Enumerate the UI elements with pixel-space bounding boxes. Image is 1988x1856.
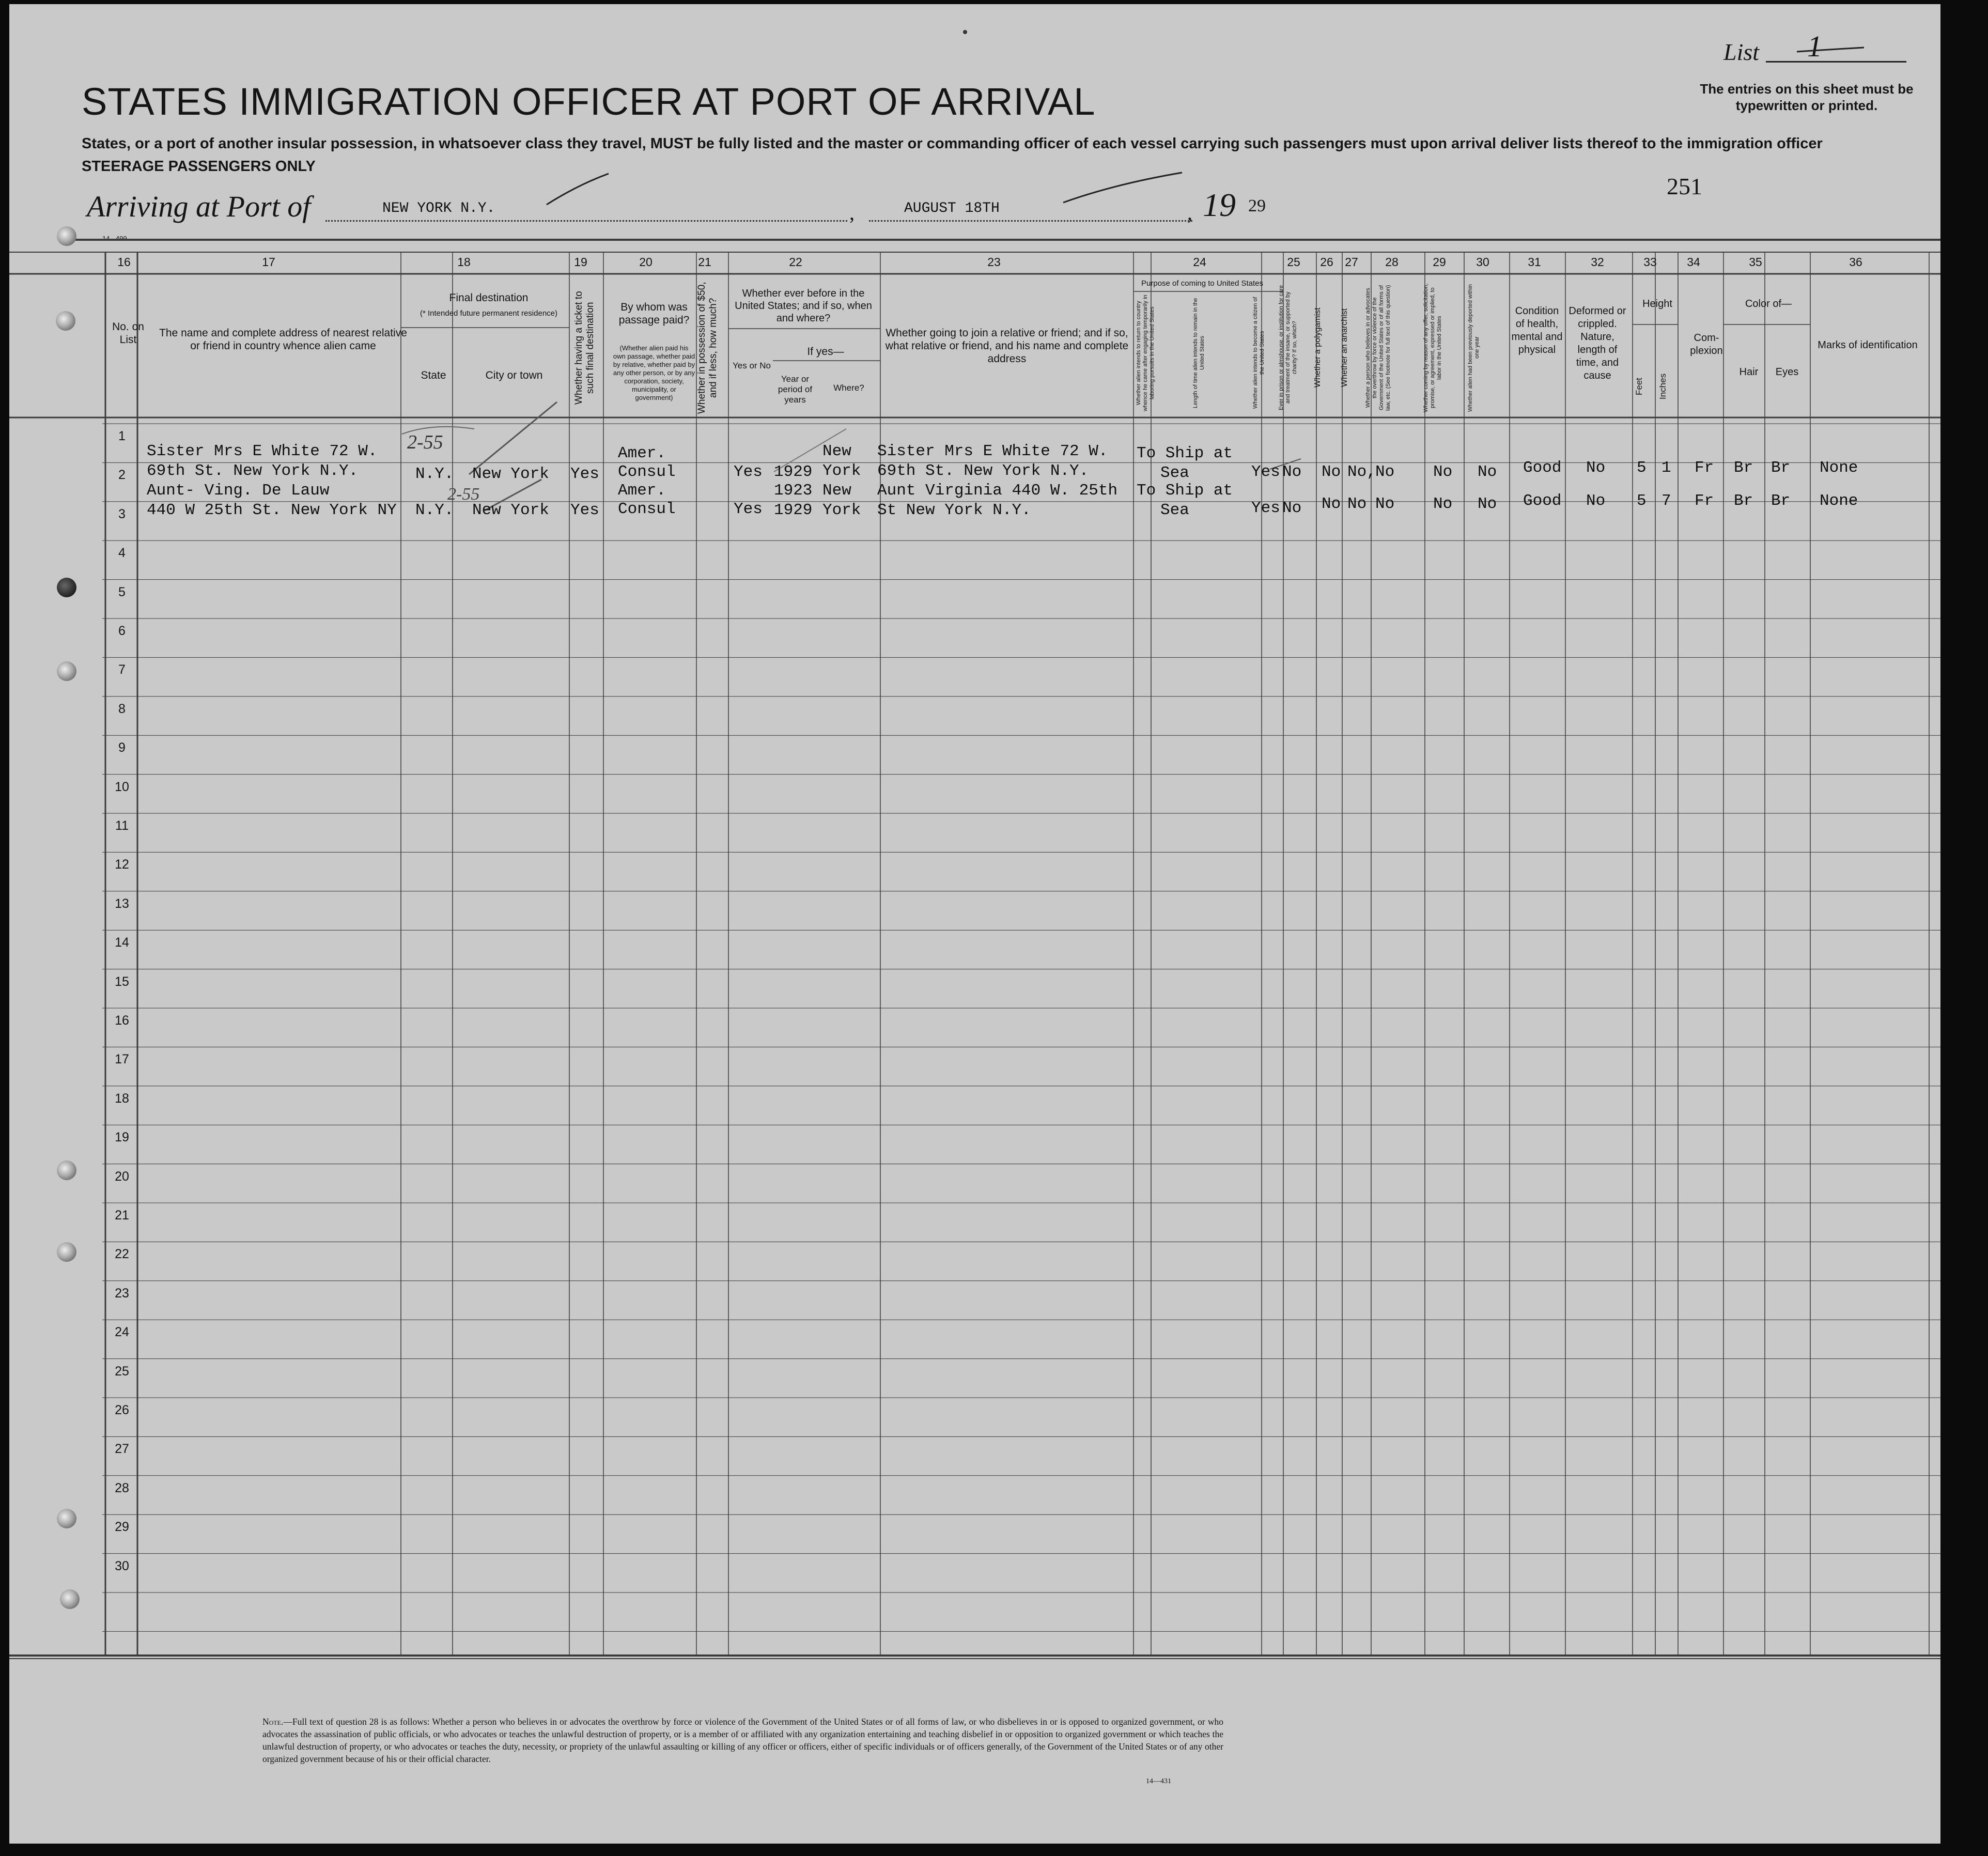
height-feet: 5 (1637, 459, 1647, 477)
row-number: 23 (115, 1286, 129, 1301)
column-number: 26 (1320, 255, 1333, 269)
column-number: 16 (117, 255, 131, 269)
state: N.Y. (415, 501, 454, 519)
row-number: 17 (115, 1052, 129, 1067)
relative-address-line2: 440 W 25th St. New York NY (147, 501, 397, 519)
header-health: Condition of health, mental and physical (1511, 305, 1563, 355)
polygamist: No (1322, 463, 1341, 481)
column-number: 34 (1687, 255, 1700, 269)
column-number: 21 (698, 255, 711, 269)
form-title: STATES IMMIGRATION OFFICER AT PORT OF ARRIVAL (82, 80, 1096, 123)
row-number: 4 (118, 546, 126, 561)
before-year: 1929 (774, 463, 813, 481)
header-passage-paid: By whom was passage paid? (618, 301, 690, 326)
row-number: 22 (115, 1247, 129, 1262)
marks: None (1820, 459, 1858, 477)
header-height: Height (1642, 298, 1672, 310)
row-number: 25 (115, 1364, 129, 1379)
column-number: 25 (1287, 255, 1300, 269)
punch-hole (57, 1161, 76, 1180)
manifest-sheet (9, 4, 1940, 1844)
punch-hole (56, 311, 75, 331)
form-code: 14 - 499 (102, 235, 127, 242)
purpose-line2: Sea (1160, 464, 1189, 482)
prison: No (1282, 499, 1302, 517)
row-number: 3 (118, 506, 126, 521)
row-number: 10 (115, 779, 129, 794)
column-number: 31 (1528, 255, 1541, 269)
row-number: 8 (118, 701, 126, 716)
form-grid (9, 4, 1940, 1844)
purpose-line1: To Ship at (1137, 444, 1233, 462)
header-year: Year or period of years (778, 374, 813, 405)
row-number: 27 (115, 1442, 129, 1457)
column-number: 35 (1749, 255, 1762, 269)
relative-address-line1: Sister Mrs E White 72 W. (147, 442, 378, 460)
labor-offer: No (1433, 495, 1453, 513)
labor-offer: No (1433, 463, 1453, 481)
header-labor-offer: Whether coming by reason of any offer, solicitation, promise, or agreement, expressed or implied, to labor in the United States (1423, 283, 1442, 412)
column-number: 17 (262, 255, 275, 269)
join-relative-line2: 69th St. New York N.Y. (877, 462, 1089, 480)
before-where-line1: New (822, 442, 851, 460)
polygamist: No (1322, 495, 1341, 513)
purpose-line1: To Ship at (1137, 482, 1233, 500)
hair: Br (1734, 492, 1753, 510)
column-number: 20 (639, 255, 653, 269)
header-purpose-length: Length of time alien intends to remain in the United States (1192, 298, 1205, 408)
complexion: Fr (1695, 459, 1714, 477)
header-complexion: Com-plexion (1690, 332, 1723, 357)
row-number: 15 (115, 974, 129, 989)
row-number: 14 (115, 935, 129, 950)
header-deformed: Deformed or crippled. Nature, length of time, and cause (1568, 305, 1626, 381)
complexion: Fr (1695, 492, 1714, 510)
header-passage-paid-note: (Whether alien paid his own passage, whether paid by relative, whether paid by any other person, or by any corporation, society, municipality, or government) (613, 344, 695, 401)
column-number: 19 (574, 255, 587, 269)
pencil-annotation: 2-55 (447, 485, 480, 504)
row-number: 21 (115, 1208, 129, 1223)
footnote (262, 1715, 1223, 1765)
header-fifty-dollars: Whether in possession of $50, and if less, how much? (696, 282, 719, 414)
pencil-annotation: 2-55 (407, 431, 443, 453)
form-number: 14—431 (1146, 1777, 1171, 1785)
state: N.Y. (415, 465, 454, 483)
column-number: 32 (1591, 255, 1604, 269)
header-hair: Hair (1739, 366, 1759, 378)
year-prefix: 19 (1203, 187, 1236, 223)
before-year-line1: 1923 (774, 482, 813, 500)
header-no-on-list: No. on List (112, 321, 144, 346)
header-join-relative: Whether going to join a relative or friend; and if so, what relative or friend, and his name and complete address (885, 327, 1129, 365)
ticket: Yes (570, 465, 599, 483)
header-ever-before: Whether ever before in the United States; and if so, when and where? (735, 288, 872, 324)
header-ticket: Whether having a ticket to such final destination (573, 291, 596, 405)
row-number: 24 (115, 1325, 129, 1340)
header-city: City or town (485, 369, 543, 381)
before-where-line1: New (822, 482, 851, 500)
health: Good (1523, 492, 1562, 510)
row-number: 16 (115, 1013, 129, 1028)
deported: No (1478, 463, 1497, 481)
date-value: AUGUST 18TH (904, 200, 1000, 216)
column-number: 29 (1433, 255, 1446, 269)
row-number: 12 (115, 857, 129, 872)
punch-hole (57, 1509, 76, 1528)
relative-address-line2: 69th St. New York N.Y. (147, 462, 359, 480)
hair: Br (1734, 459, 1753, 477)
column-number: 18 (457, 255, 471, 269)
comma: , (1187, 201, 1192, 224)
row-number: 30 (115, 1558, 129, 1573)
relative-address-line1: Aunt- Ving. De Lauw (147, 482, 330, 500)
punch-hole (57, 1242, 76, 1262)
list-label: List (1723, 39, 1760, 65)
punch-hole (57, 578, 76, 597)
deformed: No (1586, 492, 1606, 510)
anarchist: No, (1347, 463, 1376, 481)
column-number: 22 (789, 255, 802, 269)
column-number: 23 (987, 255, 1001, 269)
overthrow: No (1375, 495, 1395, 513)
eyes: Br (1771, 459, 1791, 477)
punch-hole (60, 1589, 80, 1609)
overthrow: No (1375, 463, 1395, 481)
purpose-line2: Sea (1160, 501, 1189, 519)
arriving-label: Arriving at Port of (87, 190, 311, 223)
citizen: Yes (1251, 499, 1280, 517)
header-yes-or-no: Yes or No (732, 361, 771, 370)
row-number: 11 (115, 818, 129, 833)
page-number: 251 (1667, 173, 1702, 199)
header-anarchist: Whether an anarchist (1340, 308, 1349, 388)
before-year-line2: 1929 (774, 501, 813, 519)
header-inches: Inches (1658, 373, 1668, 400)
header-eyes: Eyes (1775, 366, 1799, 378)
punch-hole (57, 661, 76, 681)
deformed: No (1586, 459, 1606, 477)
column-number: 30 (1476, 255, 1489, 269)
prison: No (1282, 463, 1302, 481)
column-number: 28 (1385, 255, 1399, 269)
column-number: 24 (1193, 255, 1206, 269)
steerage-label: STEERAGE PASSENGERS ONLY (82, 158, 316, 175)
header-if-yes: If yes— (807, 346, 844, 358)
port-value: NEW YORK N.Y. (382, 200, 495, 216)
before-where-line2: York (822, 462, 861, 480)
marks: None (1820, 492, 1858, 510)
footnote-text: —Full text of question 28 is as follows: Whether a person who believes in or advocates the overthrow by force or violence of the Government of the United States or of all forms of law, or who disbelieves in or is opposed to organized government, or who advocates the assassination of public officials, or who advocates or teaches the unlawful destruction of property, or is a member of or affiliated with any organization entertaining and teaching disbelief in or opposition to organized government or which teaches the unlawful destruction of property, or who advocates or teaches the duty, necessity, or propriety of the unlawful assaulting or killing of any officer or officers, either of specific individuals or of officers generally, of the Government of the United States or of any other organized government because of his or their official character. (262, 1716, 1223, 1764)
header-marks: Marks of identification (1818, 339, 1918, 351)
before-yes-no: Yes (734, 500, 763, 518)
height-inches: 7 (1661, 492, 1671, 510)
header-purpose-return: Whether alien intends to return to country whence he came after engaging temporarily in laboring pursuits in the United States (1136, 295, 1155, 411)
header-purpose: Purpose of coming to United States (1141, 279, 1263, 288)
anarchist: No (1347, 495, 1367, 513)
header-where: Where? (833, 383, 864, 393)
header-prison: Ever in prison or almshouse, or institution for care and treatment of the insane, or supported by charity? If so, which? (1278, 285, 1298, 411)
list-number: 1 (1807, 29, 1822, 63)
column-number: 27 (1345, 255, 1358, 269)
header-feet: Feet (1634, 377, 1644, 396)
before-yes-no: Yes (734, 463, 763, 481)
row-number: 26 (115, 1403, 129, 1417)
row-number: 9 (118, 740, 126, 755)
passage-paid-line2: Consul (618, 500, 676, 518)
footnote-lead: Note. (262, 1716, 284, 1727)
row-number: 1 (118, 429, 126, 443)
header-polygamist: Whether a polygamist (1313, 307, 1322, 388)
citizen: Yes (1251, 463, 1280, 481)
row-number: 18 (115, 1091, 129, 1106)
before-where-line2: York (822, 501, 861, 519)
header-relative-address: The name and complete address of nearest relative or friend in country whence alien came (159, 327, 407, 352)
deported: No (1478, 495, 1497, 513)
row-number: 6 (118, 624, 126, 638)
year-suffix: 29 (1248, 196, 1266, 215)
header-final-destination: Final destination (449, 292, 529, 304)
punch-hole (57, 226, 76, 246)
row-number: 2 (118, 468, 126, 483)
health: Good (1523, 459, 1562, 477)
join-relative-line2: St New York N.Y. (877, 501, 1031, 519)
passage-paid-line1: Amer. (618, 444, 666, 462)
city: New York (472, 501, 549, 519)
height-inches: 1 (1661, 459, 1671, 477)
passage-paid-line1: Amer. (618, 482, 666, 500)
row-number: 19 (115, 1130, 129, 1145)
column-number: 36 (1849, 255, 1862, 269)
header-color-of: Color of— (1745, 298, 1792, 310)
join-relative-line1: Sister Mrs E White 72 W. (877, 442, 1108, 460)
column-number: 33 (1643, 255, 1657, 269)
passage-paid-line2: Consul (618, 463, 676, 481)
comma: , (849, 201, 855, 224)
row-number: 13 (115, 896, 129, 911)
header-deported: Whether alien had been previously deported within one year (1467, 284, 1480, 412)
entries-note: The entries on this sheet must be typewritten or printed. (1700, 81, 1914, 113)
row-number: 29 (115, 1520, 129, 1535)
row-number: 20 (115, 1169, 129, 1184)
row-number: 7 (118, 662, 126, 677)
height-feet: 5 (1637, 492, 1647, 510)
header-purpose-citizen: Whether alien intends to become a citizen of the United States (1252, 297, 1265, 409)
ticket: Yes (570, 501, 599, 519)
header-state: State (421, 369, 446, 381)
row-number: 28 (115, 1480, 129, 1495)
city: New York (472, 465, 549, 483)
header-overthrow: Whether a person who believes in or advocates the overthrow by force or violence of the Government of the United States or of all forms of law, etc. (See footnote for full text of this question) (1365, 285, 1391, 411)
join-relative-line1: Aunt Virginia 440 W. 25th (877, 482, 1118, 500)
form-subtitle: States, or a port of another insular possession, in whatsoever class they travel, MUST be fully listed and the master or commanding officer of each vessel carrying such passengers must upon arrival deliver lists thereof to the immigration officer (82, 135, 1823, 152)
eyes: Br (1771, 492, 1791, 510)
header-final-destination-note: (* Intended future permanent residence) (420, 309, 557, 318)
row-number: 5 (118, 584, 126, 599)
